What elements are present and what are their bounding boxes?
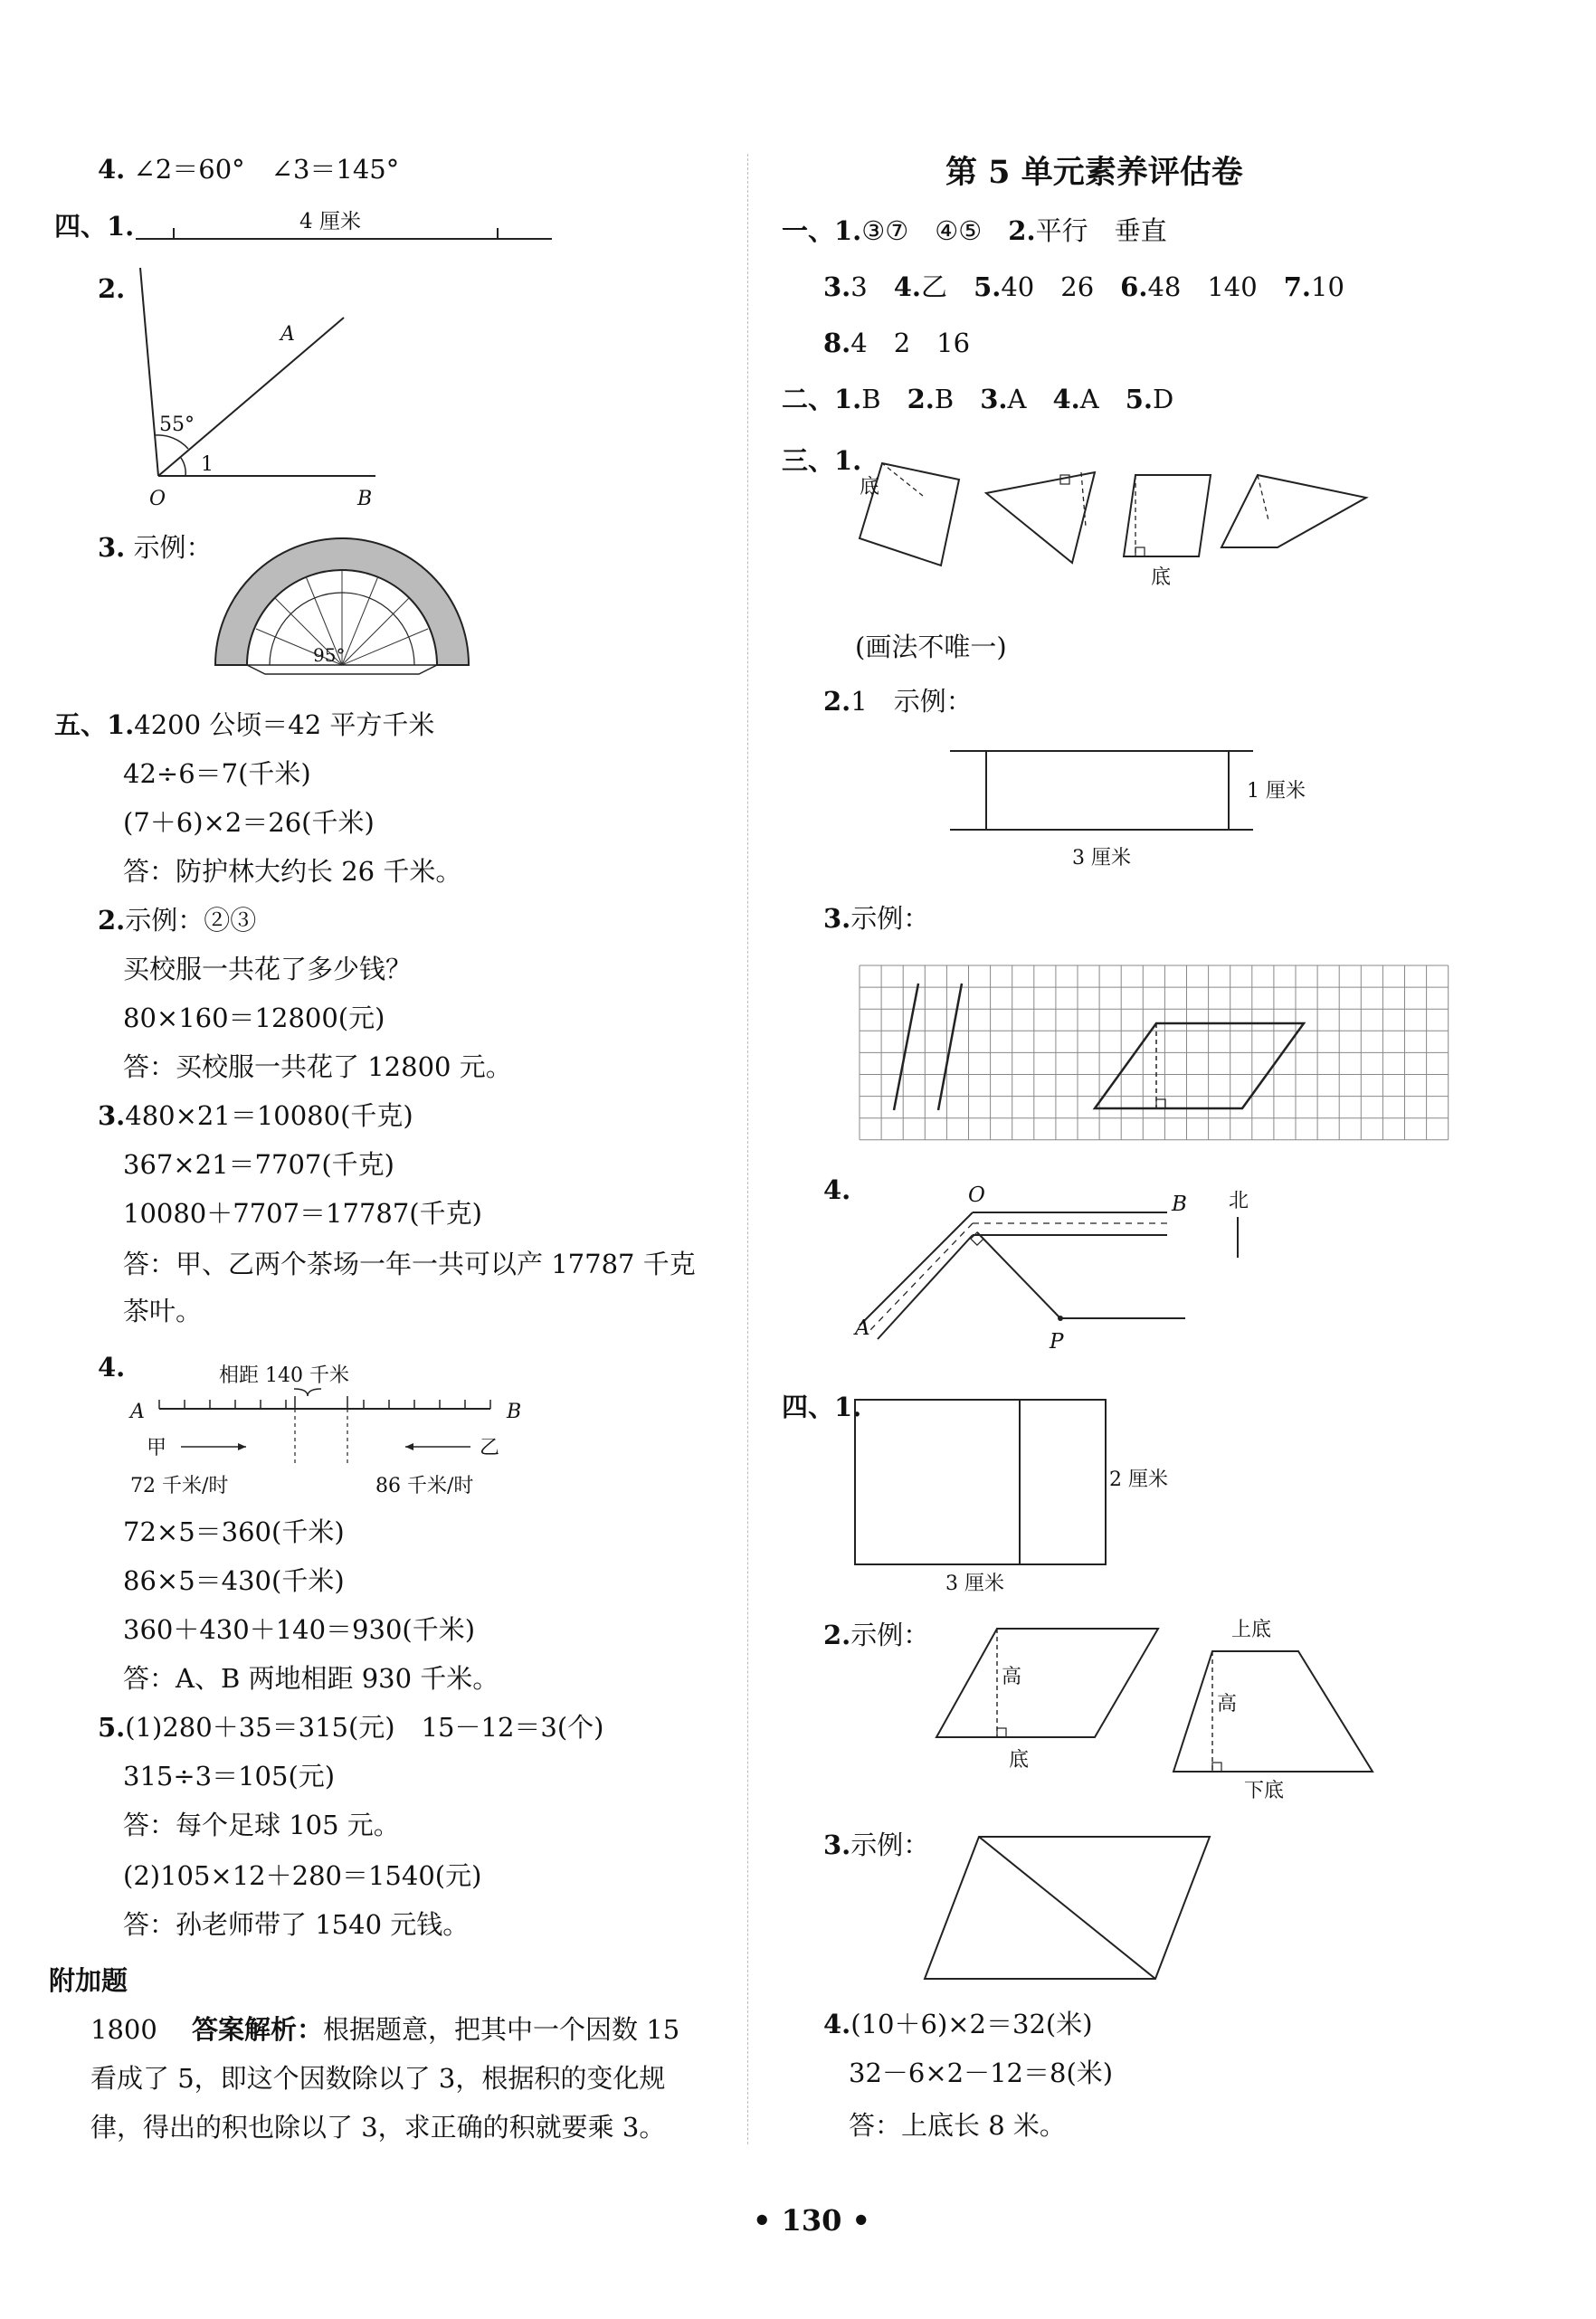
answer: B <box>861 384 881 414</box>
section-5-5-line-2: 答：每个足球 105 元。 <box>123 1810 400 1840</box>
q-num: 8. <box>823 328 851 358</box>
r-s3-1-note: (画法不唯一) <box>855 632 1007 662</box>
q-num: 5. <box>974 271 1002 302</box>
section-4-2-num: 2. <box>98 273 126 304</box>
answer: ③⑦ ④⑤ <box>861 215 983 246</box>
section-4-1-label: 四、1. <box>54 211 135 242</box>
q-num: 2. <box>98 905 126 936</box>
road-perpendicular-figure <box>855 1183 1276 1357</box>
r-s1-line3 <box>823 328 970 359</box>
speed-1: 72 千米/时 <box>130 1475 229 1497</box>
section-5-4-line-2: 360＋430＋140＝930(千米) <box>123 1614 476 1645</box>
label-B: B <box>357 488 373 510</box>
answer-line: 示例：②③ <box>125 905 257 936</box>
r-s1-line1 <box>782 215 1167 247</box>
section-4-3 <box>98 532 213 564</box>
ruler-label: 4 厘米 <box>299 210 361 233</box>
r-s1-line2 <box>823 271 1344 303</box>
label-O: O <box>968 1183 985 1207</box>
r-s3-2 <box>823 686 973 718</box>
q-num: 4. <box>823 2009 851 2039</box>
label-jia: 甲 <box>147 1437 167 1459</box>
answer-line: 480×21＝10080(千克) <box>125 1100 413 1131</box>
protractor-icon <box>206 538 478 683</box>
section-label: 一、1. <box>782 215 862 246</box>
answer-line: (10＋6)×2＝32(米) <box>850 2009 1093 2039</box>
section-5-5-line-4: 答：孙老师带了 1540 元钱。 <box>123 1909 470 1940</box>
height-1cm: 1 厘米 <box>1247 780 1306 803</box>
answer: 示例： <box>850 1830 930 1860</box>
page-title: 第 5 单元素养评估卷 <box>945 154 1243 191</box>
label-B: B <box>507 1401 522 1423</box>
section-5-1-line-2: (7＋6)×2＝26(千米) <box>123 807 375 838</box>
q4-line <box>98 154 399 185</box>
q-num: 4. <box>893 271 922 302</box>
label-B: B <box>1172 1193 1187 1216</box>
extra-answer: 1800 <box>90 2014 157 2045</box>
gao-label-2: 高 <box>1217 1693 1238 1715</box>
section-5-3-line-4: 茶叶。 <box>123 1296 203 1326</box>
section-5-4-line-0: 72×5＝360(千米) <box>123 1516 345 1547</box>
protractor-angle: 95° <box>313 644 346 666</box>
answer-line: (1)280＋35＝315(元) 15－12＝3(个) <box>125 1712 604 1743</box>
label-55: 55° <box>159 413 195 436</box>
section-5-4-num: 4. <box>98 1352 126 1383</box>
extra-line-1: 看成了 5，即这个因数除以了 3，根据积的变化规 <box>90 2063 666 2094</box>
answer: 示例： <box>850 903 930 934</box>
q-num: 5. <box>98 1712 126 1743</box>
label-P: P <box>1050 1330 1064 1354</box>
r-s3-4-num: 4. <box>823 1174 851 1205</box>
r-s4-3 <box>823 1830 929 1861</box>
answer: 示例： <box>850 1620 930 1650</box>
q-num: 5. <box>1125 384 1153 414</box>
r-s4-2 <box>823 1620 929 1651</box>
section-5-3-line-1: 367×21＝7707(千克) <box>123 1149 394 1180</box>
section-5-2-line-1: 买校服一共花了多少钱？ <box>123 954 413 984</box>
extra-title: 附加题 <box>49 1965 128 1996</box>
answer: A <box>1079 384 1099 414</box>
distance-diagram <box>127 1353 543 1506</box>
height-2cm: 2 厘米 <box>1109 1468 1168 1491</box>
example-label: 示例： <box>133 532 213 563</box>
page-number: • 130 • <box>753 2203 870 2238</box>
r-s2-line <box>782 384 1173 415</box>
q-num: 2. <box>907 384 935 414</box>
parallelogram-diagonal-figure <box>925 1832 1214 1986</box>
r-s4-1-label: 四、1. <box>782 1392 862 1422</box>
xiadi-label: 下底 <box>1244 1780 1285 1802</box>
extra-analysis-label: 答案解析： <box>192 2014 324 2045</box>
section-label: 五、1. <box>54 709 135 740</box>
label-A: A <box>280 323 295 346</box>
r-s4-4-line-0 <box>823 2009 1093 2040</box>
answer-line: 4200 公顷＝42 平方千米 <box>134 709 435 740</box>
gao-label: 高 <box>1002 1666 1022 1688</box>
label-O: O <box>149 488 166 510</box>
q-answer: ∠2＝60° ∠3＝145° <box>133 154 400 185</box>
section-label: 二、1. <box>782 384 862 414</box>
angle-figure <box>136 268 416 521</box>
answer: 3 <box>850 271 868 302</box>
label-1: 1 <box>201 453 214 476</box>
answer: 乙 <box>921 271 948 302</box>
answer: 48 140 <box>1147 271 1258 302</box>
section-5-1-line-1: 42÷6＝7(千米) <box>123 758 311 789</box>
label-A: A <box>855 1316 870 1340</box>
q-num: 2. <box>823 1620 851 1650</box>
q-num: 4. <box>98 154 126 185</box>
section-5-3-line-3: 答：甲、乙两个茶场一年一共可以产 17787 千克 <box>123 1249 696 1279</box>
extra-text: 根据题意，把其中一个因数 15 <box>323 2014 680 2045</box>
section-5-3-line-2: 10080＋7707＝17787(千克) <box>123 1198 482 1229</box>
section-5-2-line-0 <box>98 905 256 936</box>
r-s3-1-label: 三、1. <box>782 445 862 476</box>
answer: D <box>1153 384 1174 414</box>
parallel-lines-figure <box>950 746 1330 873</box>
extra-line-2: 律，得出的积也除以了 3，求正确的积就要乘 3。 <box>90 2112 666 2143</box>
q-num: 2. <box>823 686 851 717</box>
section-5-5-line-0 <box>98 1712 603 1744</box>
q-num: 2. <box>1008 215 1036 246</box>
q-num: 3. <box>823 271 851 302</box>
section-5-1-line-0 <box>54 709 434 741</box>
answer: 平行 垂直 <box>1035 215 1167 246</box>
q-num: 3. <box>823 903 851 934</box>
r-s4-4-line-1: 32－6×2－12＝8(米) <box>849 2058 1114 2088</box>
label-yi: 乙 <box>480 1437 500 1459</box>
q-num: 3. <box>98 1100 126 1131</box>
shangdi-label: 上底 <box>1231 1619 1272 1641</box>
q-num: 3. <box>980 384 1008 414</box>
distance-label: 相距 140 千米 <box>219 1364 349 1387</box>
speed-2: 86 千米/时 <box>375 1475 474 1497</box>
q-num: 7. <box>1283 271 1312 302</box>
answer: A <box>1007 384 1027 414</box>
section-5-5-line-3: (2)105×12＋280＝1540(元) <box>123 1860 482 1891</box>
section-5-4-line-3: 答：A、B 两地相距 930 千米。 <box>123 1663 499 1694</box>
column-divider <box>747 154 748 2144</box>
ruler-4cm-figure <box>136 201 561 246</box>
di-label: 底 <box>1009 1749 1030 1772</box>
answer: 10 <box>1311 271 1344 302</box>
grid-figure <box>860 965 1449 1142</box>
r-s3-3 <box>823 903 929 935</box>
section-5-3-line-0 <box>98 1100 413 1132</box>
width-3cm: 3 厘米 <box>945 1573 1004 1595</box>
di-label: 底 <box>860 476 880 499</box>
answer: B <box>934 384 955 414</box>
section-5-4-line-1: 86×5＝430(千米) <box>123 1565 345 1596</box>
q-num: 3. <box>98 532 126 563</box>
height-drawing-figure <box>860 452 1384 597</box>
di-label-2: 底 <box>1151 566 1172 589</box>
section-5-2-line-2: 80×160＝12800(元) <box>123 1003 385 1033</box>
width-3cm: 3 厘米 <box>1072 847 1131 870</box>
answer: 40 26 <box>1001 271 1095 302</box>
parallelogram-trapezoid-figure <box>936 1620 1380 1810</box>
section-5-2-line-3: 答：买校服一共花了 12800 元。 <box>123 1051 512 1082</box>
answer: 4 2 16 <box>850 328 971 358</box>
rectangle-figure <box>850 1395 1194 1594</box>
extra-line-0 <box>90 2014 679 2046</box>
north-label: 北 <box>1229 1190 1249 1212</box>
section-5-1-line-3: 答：防护林大约长 26 千米。 <box>123 856 462 887</box>
q-num: 3. <box>823 1830 851 1860</box>
q-num: 4. <box>1052 384 1080 414</box>
label-A: A <box>130 1401 145 1423</box>
answer: 1 示例： <box>850 686 973 717</box>
r-s4-4-line-2: 答：上底长 8 米。 <box>849 2110 1066 2141</box>
section-5-5-line-1: 315÷3＝105(元) <box>123 1761 336 1792</box>
q-num: 6. <box>1120 271 1148 302</box>
